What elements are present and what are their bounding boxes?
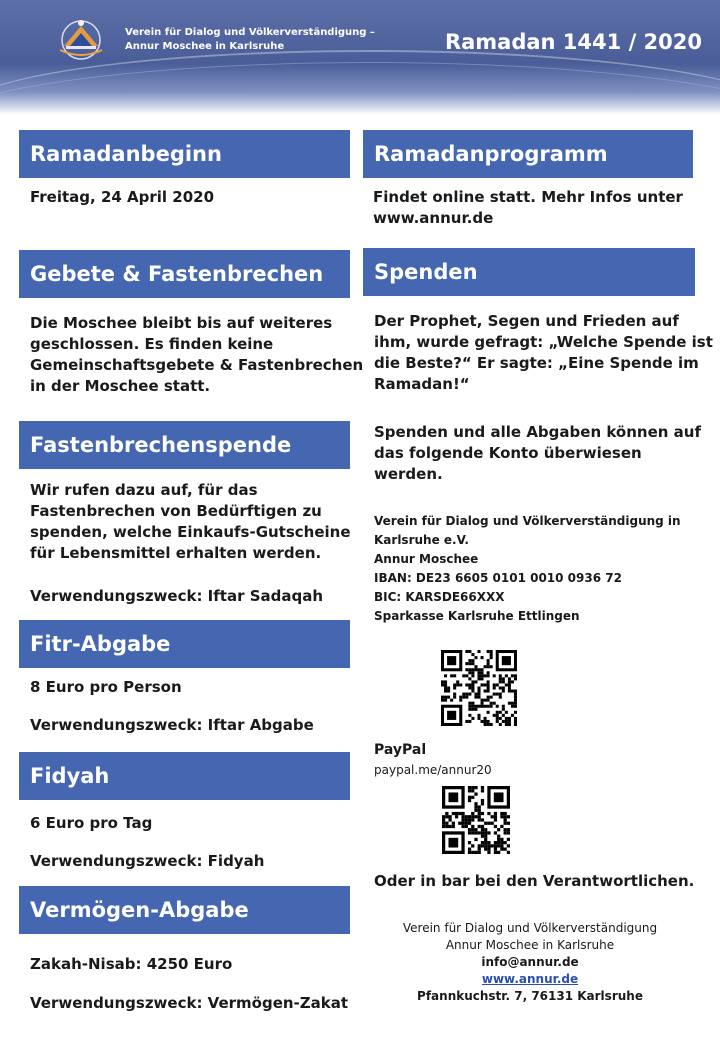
spende-zweck: Verwendungszweck: Iftar Sadaqah [30, 587, 324, 605]
fidyah-zweck: Verwendungszweck: Fidyah [30, 852, 265, 870]
text-line: Fastenbrechen von Bedürftigen zu [30, 502, 322, 520]
bic: BIC: KARSDE66XXX [374, 590, 505, 604]
vermoegen-zweck: Verwendungszweck: Vermögen-Zakat [30, 994, 349, 1012]
text-line: die Beste?“ Er sagte: „Eine Spende im [374, 354, 699, 372]
page-title: Ramadan 1441 / 2020 [444, 30, 702, 54]
gebete-text [30, 313, 363, 397]
text-line: spenden, welche Einkaufs-Gutscheine [30, 523, 351, 541]
text-line: in der Moschee statt. [30, 377, 211, 395]
heading-spenden: Spenden [363, 248, 695, 296]
organization-name [125, 26, 375, 54]
bank-name: Sparkasse Karlsruhe Ettlingen [374, 609, 580, 623]
fitr-text: 8 Euro pro Person [30, 678, 182, 696]
footer-org: Verein für Dialog und Völkerverständigung [402, 921, 658, 935]
spenden-quote [374, 311, 713, 395]
mosque-logo-icon [52, 16, 110, 62]
text-line: Findet online statt. Mehr Infos unter [373, 188, 683, 206]
text-line: Ramadan!“ [374, 375, 470, 393]
footer-email[interactable]: info@annur.de [481, 955, 579, 969]
header-banner [0, 0, 720, 115]
text-line: werden. [374, 465, 443, 483]
spende-text [30, 480, 351, 564]
heading-ramadanprogramm: Ramadanprogramm [363, 130, 693, 178]
website-link[interactable]: www.annur.de [373, 209, 494, 227]
cash-note: Oder in bar bei den Verantwortlichen. [374, 872, 695, 890]
bank-line: Annur Moschee [374, 552, 479, 566]
programm-text [373, 187, 683, 229]
text-line: geschlossen. Es finden keine [30, 335, 274, 353]
text-line: Die Moschee bleibt bis auf weiteres [30, 314, 333, 332]
vermoegen-text: Zakah-Nisab: 4250 Euro [30, 955, 233, 973]
bank-details [374, 512, 681, 626]
text-line: Gemeinschaftsgebete & Fastenbrechen [30, 356, 364, 374]
paypal-link[interactable]: paypal.me/annur20 [374, 763, 492, 777]
fitr-zweck: Verwendungszweck: Iftar Abgabe [30, 716, 314, 734]
text-line: das folgende Konto überwiesen [374, 444, 642, 462]
bank-qr-code-icon[interactable] [441, 650, 517, 726]
paypal-qr-code-icon[interactable] [442, 786, 510, 854]
paypal-label: PayPal [374, 742, 427, 758]
text-line: Der Prophet, Segen und Frieden auf [374, 312, 679, 330]
fidyah-text: 6 Euro pro Tag [30, 814, 153, 832]
text-line: Wir rufen dazu auf, für das [30, 481, 258, 499]
text-line: für Lebensmittel erhalten werden. [30, 544, 322, 562]
text-line: ihm, wurde gefragt: „Welche Spende ist [374, 333, 713, 351]
beginn-text: Freitag, 24 April 2020 [30, 188, 215, 206]
org-line-2: Annur Moschee in Karlsruhe [125, 41, 285, 52]
heading-fidyah: Fidyah [19, 752, 350, 800]
bank-line: Verein für Dialog und Völkerverständigung in [374, 514, 681, 528]
bank-line: Karlsruhe e.V. [374, 533, 469, 547]
footer-website-link[interactable]: www.annur.de [481, 972, 579, 986]
footer-mosque: Annur Moschee in Karlsruhe [445, 938, 615, 952]
org-line-1: Verein für Dialog und Völkerverständigung – [125, 27, 375, 38]
footer [365, 920, 695, 1005]
iban: IBAN: DE23 6605 0101 0010 0936 72 [374, 571, 622, 585]
footer-address: Pfannkuchstr. 7, 76131 Karlsruhe [417, 989, 643, 1003]
text-line: Spenden und alle Abgaben können auf [374, 423, 701, 441]
heading-fitr-abgabe: Fitr-Abgabe [19, 620, 350, 668]
heading-gebete: Gebete & Fastenbrechen [19, 250, 350, 298]
heading-vermoegen-abgabe: Vermögen-Abgabe [19, 886, 350, 934]
spenden-transfer [374, 422, 701, 485]
heading-ramadanbeginn: Ramadanbeginn [19, 130, 350, 178]
heading-fastenbrechenspende: Fastenbrechenspende [19, 421, 350, 469]
